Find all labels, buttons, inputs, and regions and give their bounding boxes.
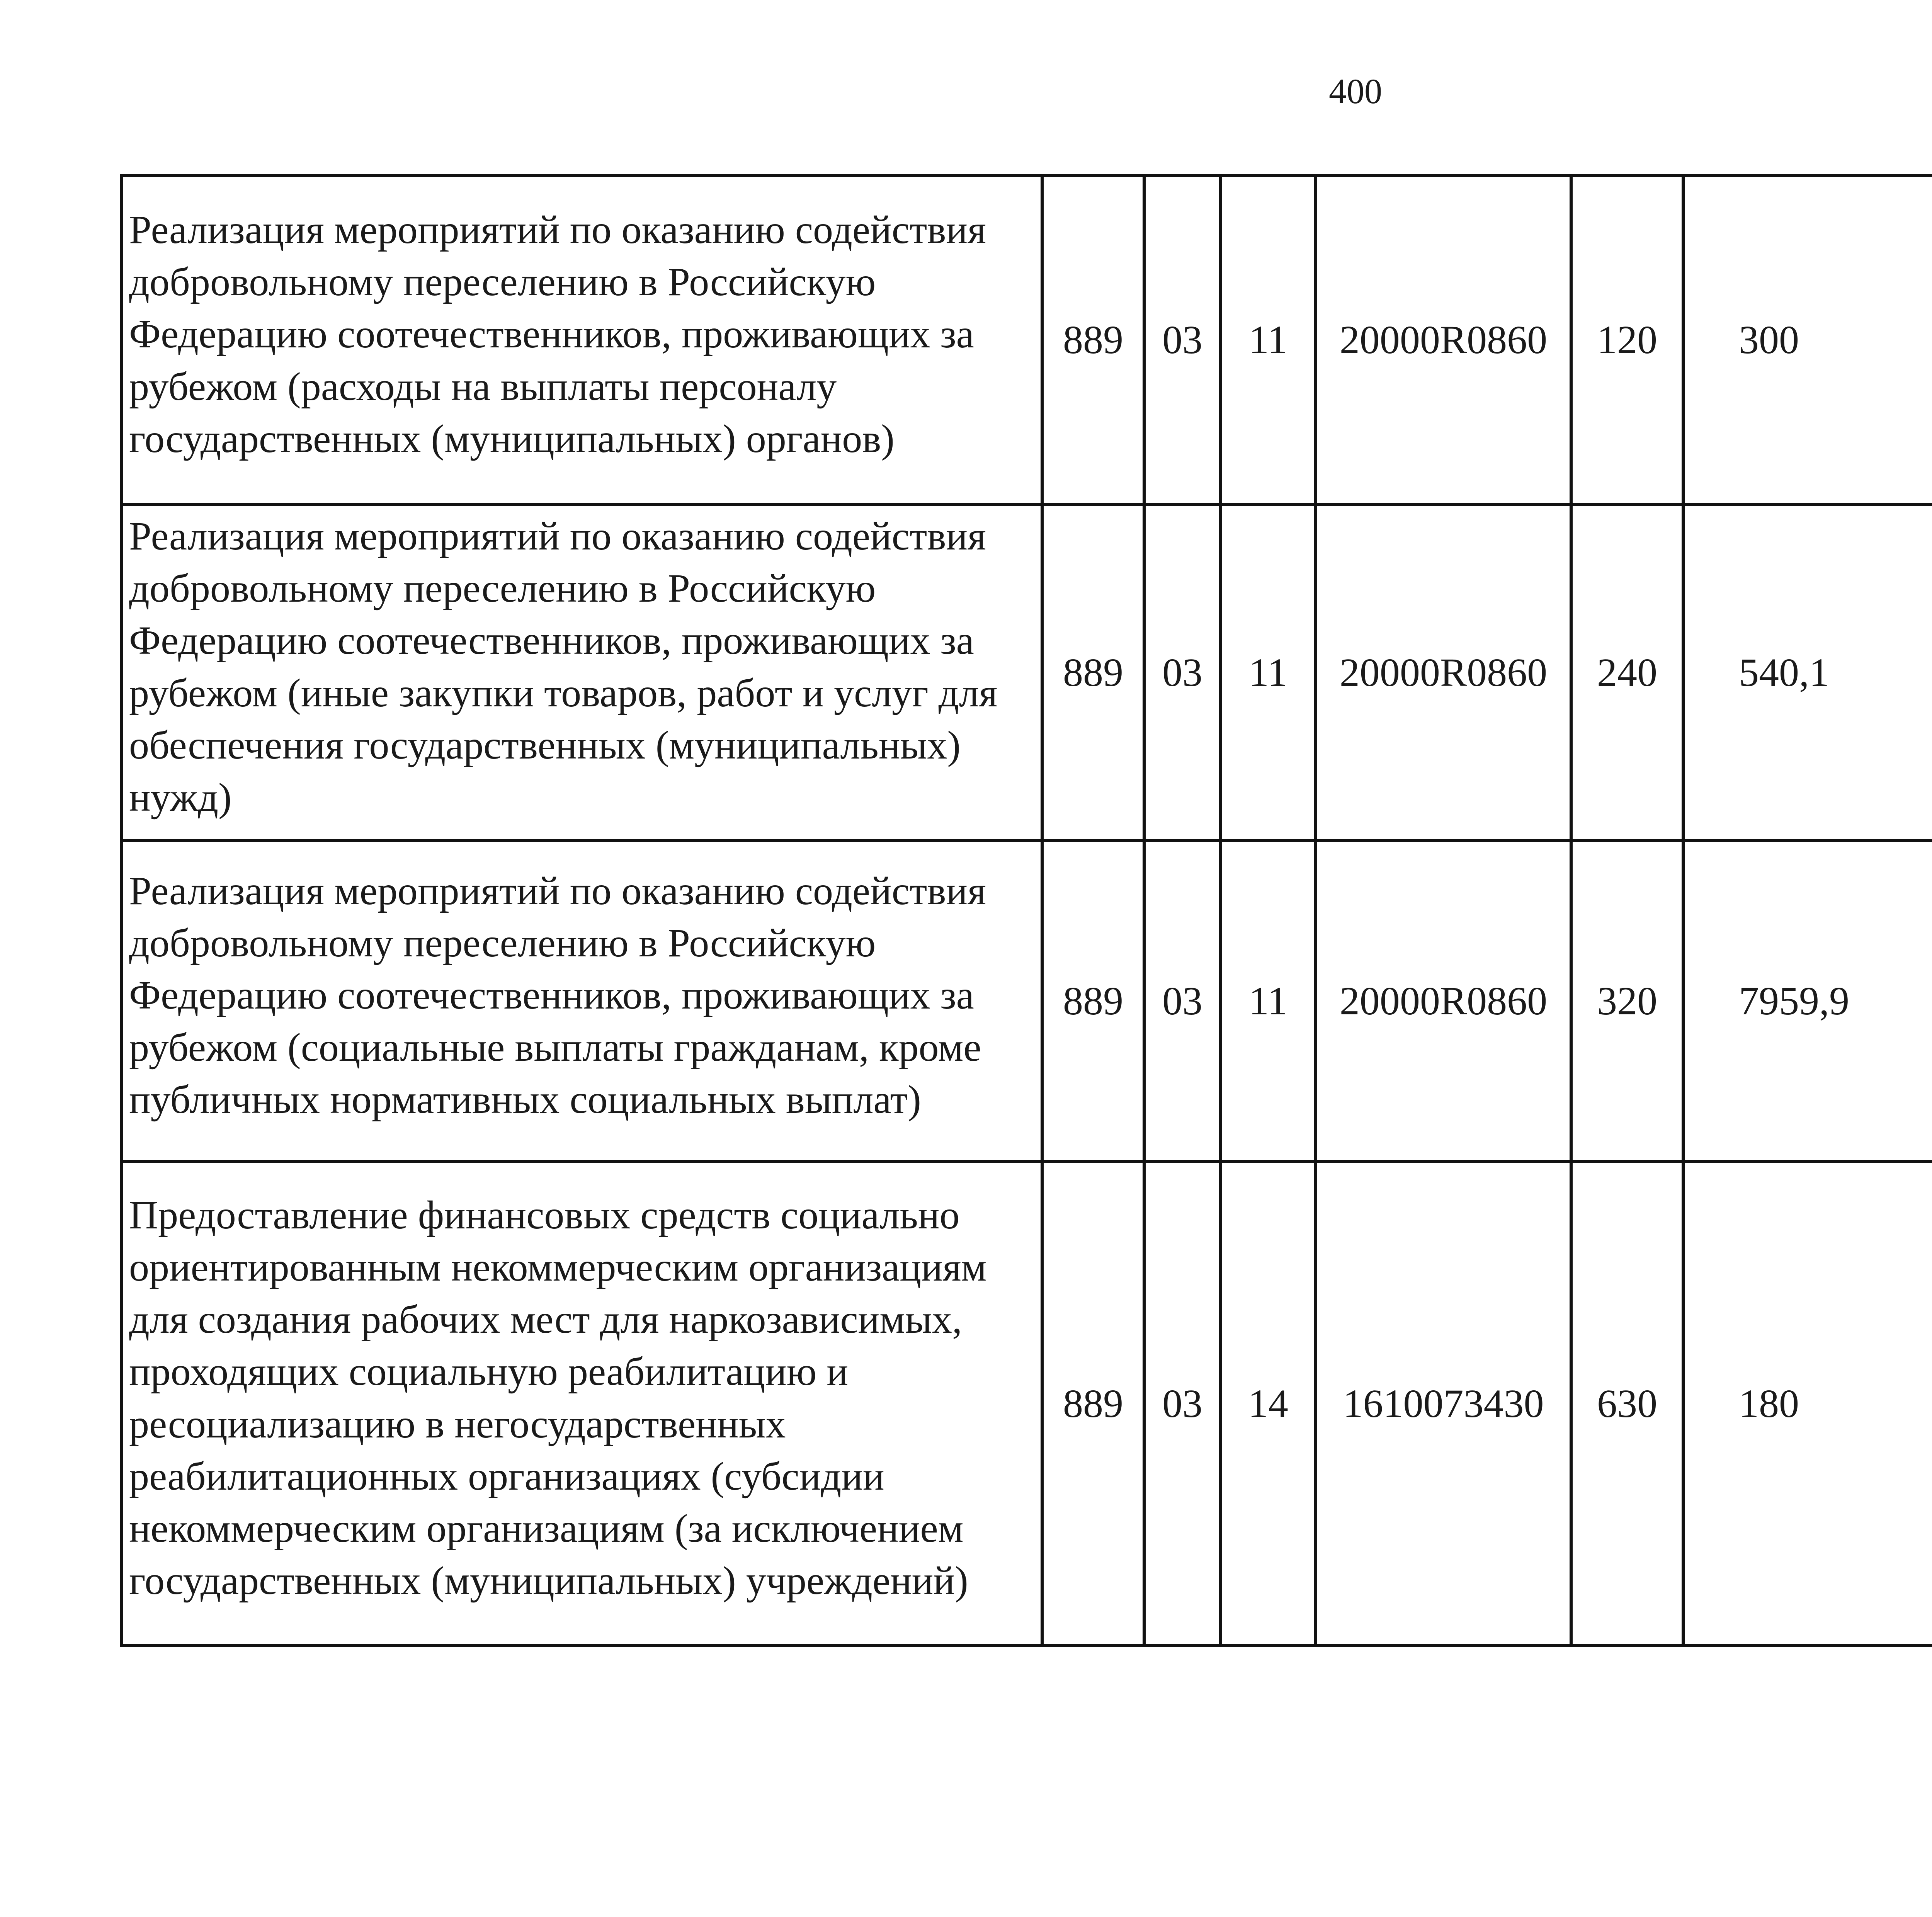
subsection-code-cell: 11 xyxy=(1221,505,1316,840)
amount-1-cell: 540,1 xyxy=(1683,505,1932,840)
amount-1-cell: 300 xyxy=(1683,175,1932,505)
target-article-cell: 1610073430 xyxy=(1316,1162,1571,1646)
description-cell: Реализация мероприятий по оказанию содействия добровольному переселению в Российскую Федерацию соотечественников, проживающих за рубежом (иные закупки товаров, работ и услуг для обеспечения государственных (муниципальных) нужд) xyxy=(121,505,1042,840)
ministry-code-cell: 889 xyxy=(1042,840,1144,1162)
budget-table xyxy=(120,174,1932,1647)
table-row xyxy=(121,840,1932,1162)
table-row xyxy=(121,505,1932,840)
subsection-code-cell: 14 xyxy=(1221,1162,1316,1646)
target-article-cell: 20000R0860 xyxy=(1316,840,1571,1162)
ministry-code-cell: 889 xyxy=(1042,1162,1144,1646)
ministry-code-cell: 889 xyxy=(1042,175,1144,505)
section-code-cell: 03 xyxy=(1144,175,1221,505)
section-code-cell: 03 xyxy=(1144,505,1221,840)
page-number: 400 xyxy=(1329,71,1382,111)
expense-type-cell: 320 xyxy=(1571,840,1683,1162)
target-article-cell: 20000R0860 xyxy=(1316,505,1571,840)
subsection-code-cell: 11 xyxy=(1221,175,1316,505)
section-code-cell: 03 xyxy=(1144,1162,1221,1646)
description-cell: Реализация мероприятий по оказанию содействия добровольному переселению в Российскую Федерацию соотечественников, проживающих за рубежом (расходы на выплаты персоналу государственных (муниципальных) органов) xyxy=(121,175,1042,505)
target-article-cell: 20000R0860 xyxy=(1316,175,1571,505)
expense-type-cell: 630 xyxy=(1571,1162,1683,1646)
amount-1-cell: 180 xyxy=(1683,1162,1932,1646)
section-code-cell: 03 xyxy=(1144,840,1221,1162)
subsection-code-cell: 11 xyxy=(1221,840,1316,1162)
table-row xyxy=(121,175,1932,505)
table-row xyxy=(121,1162,1932,1646)
description-cell: Предоставление финансовых средств социально ориентированным некоммерческим организациям для создания рабочих мест для наркозависимых, проходящих социальную реабилитацию и ресоциализацию в негосударственных реабилитационных организациях (субсидии некоммерческим организациям (за исключением государственных (муниципальных) учреждений) xyxy=(121,1162,1042,1646)
description-cell: Реализация мероприятий по оказанию содействия добровольному переселению в Российскую Федерацию соотечественников, проживающих за рубежом (социальные выплаты гражданам, кроме публичных нормативных социальных выплат) xyxy=(121,840,1042,1162)
ministry-code-cell: 889 xyxy=(1042,505,1144,840)
expense-type-cell: 120 xyxy=(1571,175,1683,505)
expense-type-cell: 240 xyxy=(1571,505,1683,840)
amount-1-cell: 7959,9 xyxy=(1683,840,1932,1162)
